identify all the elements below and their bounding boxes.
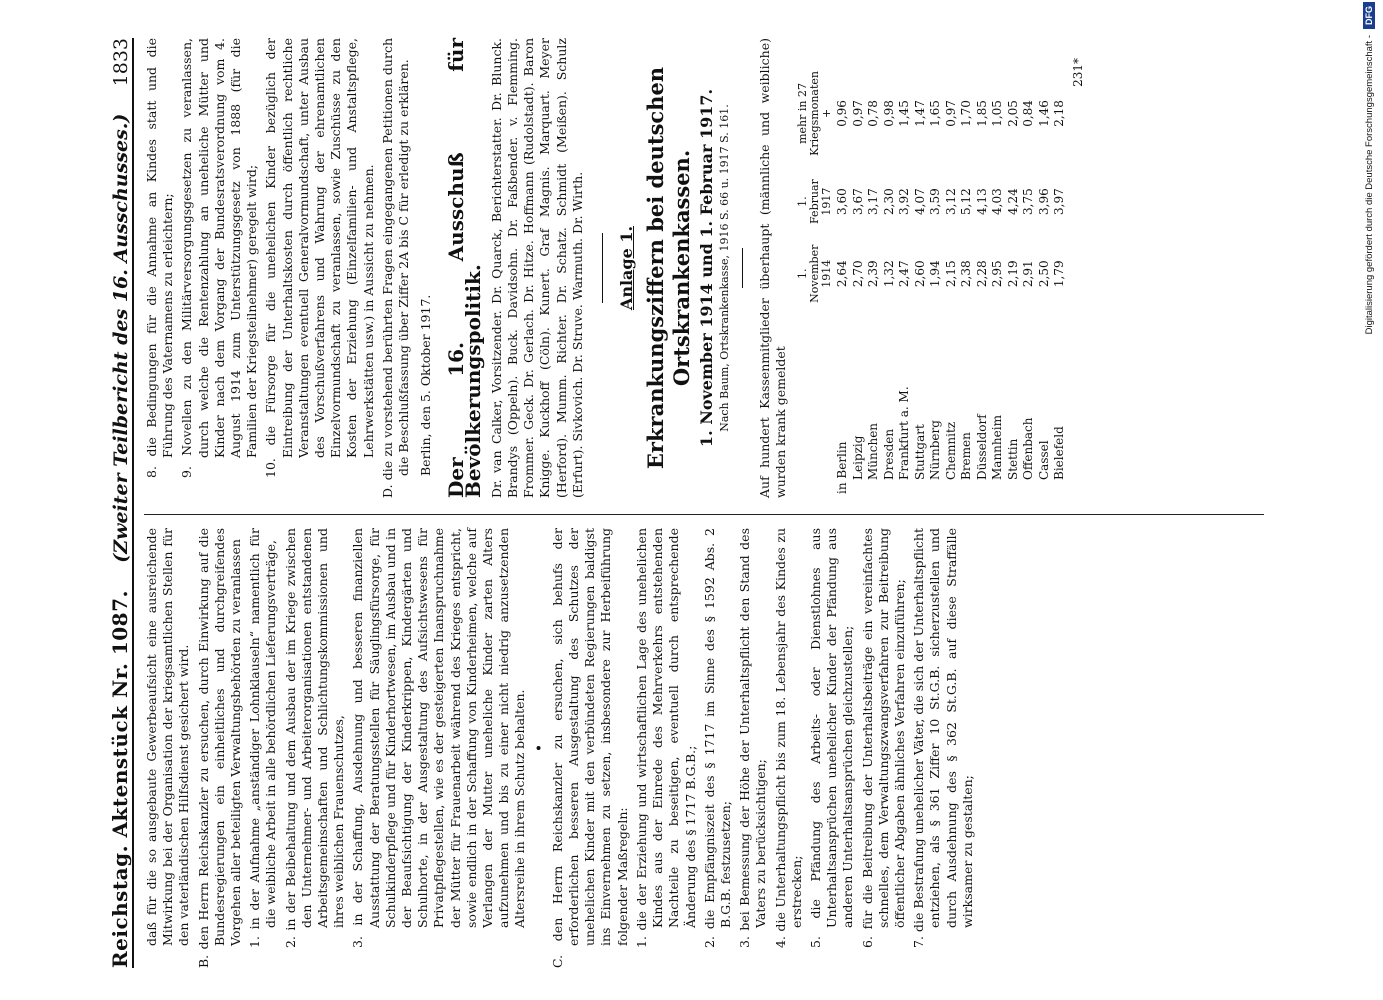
list-item-text: die Bedingungen für die Annahme an Kindes statt und die Führung des Vaternamens zu erleichtern;	[144, 38, 176, 458]
value-increase: 1,05	[990, 100, 1005, 127]
city-name: Mannheim	[990, 415, 1005, 480]
value-increase: 2,05	[1005, 100, 1020, 127]
value-increase: 0,78	[866, 100, 881, 127]
col-header-1917: 1. Februar 1917	[796, 179, 834, 224]
value-1917: 2,30	[881, 188, 896, 215]
section-c-text: den Herrn Reichskanzler zu ersuchen, sich behufs der erforderlichen besseren Ausgestaltung des Schutzes der unehelichen Kinder mit den verbündeten Regierungen baldigst ins Einvernehmen zu setzen, insbesondere zur Herbeiführung folgender Maßregeln:	[549, 528, 630, 946]
table-row	[897, 58, 913, 498]
value-1917: 3,67	[850, 188, 865, 215]
value-1914: 2,91	[1021, 260, 1036, 288]
header-document-ref: Reichstag. Aktenstück Nr. 1087.	[108, 590, 132, 968]
paragraph-a-continuation: daß für die so ausgebaute Gewerbeaufsicht eine ausreichende Mitwirkung bei der Organisation der kriegsamtlichen Stellen für den vaterländischen Hilfsdienst gesichert wird.	[144, 528, 192, 946]
right-column	[144, 38, 1086, 498]
committee-title: Der 16. Ausschuß für Bevölkerungspolitik.	[444, 38, 485, 498]
value-1917: 3,97	[1052, 188, 1067, 215]
page-number: 1833	[110, 38, 132, 87]
list-item-text: Novellen zu den Militärversorgungsgesetzen zu veranlassen, durch welche die Rentenzahlung an uneheliche Mütter und Kinder nach dem Vorgang der Bundesratsverordnung vom 4. August 1914 zum Unterstützungsgesetz von 1888 (für die Familien der Kriegsteilnehmer) geregelt wird;	[179, 38, 260, 458]
section-b-text: den Herrn Reichskanzler zu ersuchen, durch Einwirkung auf die Bundesregierungen ein einheitliches und durchgreifendes Vorgehen aller beteiligten Verwaltungsbehörden zu veranlassen	[195, 528, 244, 950]
header-report-title: (Zweiter Teilbericht des 16. Ausschusses.)	[110, 113, 132, 563]
city-name: Stettin	[1005, 438, 1020, 480]
list-item	[737, 528, 769, 968]
table-row	[835, 58, 851, 498]
value-increase: 1,47	[912, 100, 927, 127]
value-1914: 2,47	[897, 260, 912, 288]
value-1914: 1,32	[881, 260, 896, 288]
table-footnote: 231*	[1070, 58, 1085, 87]
city-name: Düsseldorf	[974, 414, 989, 480]
divider-rule	[602, 233, 603, 303]
plus-sign: +	[820, 108, 834, 119]
value-increase: 0,97	[850, 100, 865, 127]
table-row	[1052, 58, 1068, 498]
list-item-text: die Unterhaltungspflicht bis zum 18. Lebensjahr des Kindes zu erstrecken;	[772, 528, 804, 932]
col-header-1914: 1. November 1914	[796, 244, 834, 303]
table-row	[944, 58, 960, 498]
section-c	[550, 528, 631, 968]
col-header-diff-text: mehr in 27 Kriegsmonaten	[796, 70, 822, 156]
list-item	[860, 528, 909, 968]
city-name: Offenbach	[1021, 417, 1036, 480]
value-1914: 1,79	[1052, 260, 1067, 288]
section-c-label: C.	[549, 954, 565, 968]
annex-intro: Auf hundert Kassenmitglieder überhaupt (männliche und weibliche) wurden krank gemeldet	[756, 38, 788, 498]
list-item-text: für die Beitreibung der Unterhaltsbeiträge ein vereinfachtes schnelles, dem Verwaltungszwangsverfahren zur Beitreibung öffentlicher Abgaben ähnliches Verfahren einzuführen;	[859, 528, 907, 930]
list-item-number: 1.	[247, 936, 263, 948]
value-increase: 1,70	[959, 100, 974, 127]
separator-dot: •	[531, 743, 548, 753]
scanned-page	[80, 0, 1363, 988]
list-item-number: 6.	[859, 936, 875, 948]
list-item	[350, 528, 528, 968]
city-name: Bielefeld	[1052, 426, 1067, 480]
table-row	[975, 58, 991, 498]
table-row	[1021, 58, 1037, 498]
list-item-number: 3.	[350, 936, 366, 948]
city-name: Cassel	[1036, 440, 1051, 480]
list-item-number: 5.	[807, 936, 823, 948]
value-1917: 4,03	[990, 188, 1005, 215]
value-increase: 1,85	[974, 100, 989, 127]
list-item	[144, 38, 176, 498]
city-name: Dresden	[881, 428, 896, 480]
digitization-text: Digitalisierung gefördert durch die Deutsche Forschungsgemeinschaft -	[1363, 35, 1375, 335]
list-item-text: die der Erziehung und wirtschaftlichen Lage des unehelichen Kindes aus der Einrede des Mehrverkehrs entstehenden Nachteile zu beseitigen, eventuell durch entsprechende Änderung des § 1717 B.G.B.;	[633, 528, 698, 931]
value-1914: 2,70	[850, 260, 865, 288]
city-name: Bremen	[959, 432, 974, 480]
table-row	[866, 58, 882, 498]
list-item-text: die Bestrafung unehelicher Väter, die sich der Unterhaltspflicht entziehen, als § 361 Ziffer 10 St.G.B. sicherzustellen und durch Ausdehnung des § 362 St.G.B. auf diese Straffälle wirksamer zu gestalten;	[911, 528, 975, 933]
city-name: Nürnberg	[928, 420, 943, 480]
annex-source: Nach Baum, Ortskrankenkasse, 1916 S. 66 u. 1917 S. 161.	[718, 104, 732, 432]
table-row	[990, 58, 1006, 498]
list-item-number: 9.	[179, 466, 195, 478]
list-item	[702, 528, 734, 968]
list-item-number: 8.	[144, 466, 159, 478]
page-header	[80, 38, 134, 968]
list-item-number: 4.	[772, 936, 788, 948]
value-1914: 2,38	[959, 260, 974, 288]
table-row	[959, 58, 975, 498]
value-1917: 3,17	[866, 188, 881, 215]
annex-label: Anlage 1.	[617, 225, 637, 311]
value-increase: 2,18	[1052, 100, 1067, 127]
value-1914: 2,64	[835, 260, 850, 288]
row-prefix: in	[835, 482, 850, 494]
value-increase: 0,84	[1021, 100, 1036, 127]
value-increase: 1,65	[928, 100, 943, 127]
col-header-diff	[795, 58, 835, 169]
table-body	[835, 58, 1068, 498]
place-date: Berlin, den 5. Oktober 1917.	[418, 294, 434, 476]
sickness-rate-table	[795, 58, 1068, 498]
value-1917: 4,07	[912, 188, 927, 215]
annex-title: Erkrankungsziffern bei deutschen Ortskrankenkassen.	[643, 66, 695, 470]
list-item-text: die Pfändung des Arbeits- oder Dienstlohnes aus Unterhaltsansprüchen unehelicher Kinder der Pfändung aus anderen Unterhaltsansprüchen gleichzustellen;	[807, 528, 856, 928]
table-row	[913, 58, 929, 498]
value-1914: 2,50	[1036, 260, 1051, 288]
list-item-number: 7.	[911, 936, 927, 948]
section-d-label: D.	[379, 484, 395, 498]
city-name: München	[866, 422, 881, 480]
list-item-text: bei Bemessung der Höhe der Unterhaltspflicht den Stand des Vaters zu berücksichtigen;	[737, 528, 769, 931]
list-item	[283, 528, 348, 968]
value-1914: 2,28	[974, 260, 989, 288]
city-name: Berlin	[835, 441, 850, 479]
list-item-number: 2.	[701, 936, 717, 948]
list-item-number: 10.	[263, 458, 279, 478]
value-1914: 2,60	[912, 260, 927, 288]
list-item	[808, 528, 857, 968]
value-1917: 5,12	[959, 188, 974, 215]
value-increase: 0,96	[835, 100, 850, 127]
committee-members: Dr. van Calker, Vorsitzender. Dr. Quarck, Berichterstatter. Dr. Blunck. Brandys (Oppeln). Buck. Davidsohn. Dr. Faßbender. v. Flemming. Frommer. Geck. Dr. Gerlach. Dr. Hitze. Hoffmann (Rudolstadt). Baron Knigge. Kuckhoff (Cöln). Kunert. Graf Magnis. Marquart. Meyer (Herford). Mumm. Richter. Dr. Schatz. Schmidt (Meißen). Schulz (Erfurt). Sivkovich. Dr. Struve. Warmuth. Dr. Wirth.	[488, 38, 585, 498]
section-b	[196, 528, 245, 968]
list-item-text: die Fürsorge für die unehelichen Kinder bezüglich der Eintreibung der Unterhaltskosten durch öffentlich rechtliche Veranstaltungen eventuell Generalvormundschaft, unter Ausbau des Vorschußverfahrens und Wahrung der ehrenamtlichen Einzelvormundschaft zu veranlassen, sowie Zuschüsse zu den Kosten der Erziehung (Einzelfamilien- und Anstaltspflege, Lehrwerkstätten usw.) in Aussicht zu nehmen.	[263, 38, 376, 458]
list-item-text: in der Aufnahme „anständiger Lohnklauseln“ namentlich für die weibliche Arbeit in alle behördlichen Lieferungsverträge,	[247, 528, 279, 930]
table-row	[928, 58, 944, 498]
section-d-text: die zu vorstehend berührten Fragen eingegangenen Petitionen durch die Beschlußfassung über Ziffer 2A bis C für erledigt zu erklären.	[379, 37, 412, 481]
value-1917: 3,92	[897, 188, 912, 215]
value-increase: 0,98	[881, 100, 896, 127]
list-item	[179, 38, 260, 498]
list-item	[911, 528, 976, 968]
value-1914: 2,39	[866, 260, 881, 288]
city-name: Chemnitz	[943, 421, 958, 480]
value-1917: 3,59	[928, 188, 943, 215]
value-increase: 0,97	[943, 100, 958, 127]
section-c-items-continued	[144, 38, 377, 498]
city-name: Leipzig	[850, 435, 865, 480]
value-1917: 3,12	[943, 188, 958, 215]
table-row	[882, 58, 898, 498]
section-b-label: B.	[195, 954, 211, 968]
value-1914: 2,95	[990, 260, 1005, 288]
list-item	[634, 528, 699, 968]
column-divider	[144, 514, 1264, 515]
list-item-text: in der Schaffung, Ausdehnung und besseren finanziellen Ausstattung der Beratungsstellen für Säuglingsfürsorge, für Schulkinderpflege und für Kinderhortwesen, im Ausbau und in der Beaufsichtigung der Kinderkrippen, Kindergärten und Schulhorte, in der Ausgestaltung des Aufsichtswesens für Privatpflegestellen, wie es der gesteigerten Inanspruchnahme der Mütter für Frauenarbeit während des Krieges entspricht, sowie endlich in der Schaffung von Kinderheimen, welche auf Verlangen der Mutter uneheliche Kinder zarten Alters aufzunehmen und bis zu einer nicht niedrig anzusetzenden Altersreihe in ihrem Schutz behalten.	[350, 528, 528, 928]
table-row	[851, 58, 867, 498]
list-item	[773, 528, 805, 968]
list-item	[247, 528, 279, 968]
city-name: Stuttgart	[912, 424, 927, 480]
value-1917: 3,60	[835, 188, 850, 215]
section-d	[380, 38, 412, 498]
value-increase: 1,46	[1036, 100, 1051, 127]
table-header-row	[795, 58, 835, 498]
value-1914: 1,94	[928, 260, 943, 288]
list-item	[263, 38, 376, 498]
value-1917: 3,96	[1036, 188, 1051, 215]
list-item-text: die Empfängniszeit des § 1717 im Sinne des § 1592 Abs. 2 B.G.B. festzusetzen;	[701, 528, 733, 930]
city-name: Frankfurt a. M.	[897, 386, 912, 480]
list-item-number: 1.	[633, 936, 649, 948]
dfg-logo: DFG	[1363, 2, 1375, 29]
value-1917: 4,24	[1005, 188, 1020, 215]
section-c-items	[634, 528, 976, 968]
list-item-number: 3.	[737, 936, 753, 948]
divider-rule-short	[742, 248, 743, 288]
table-row	[1006, 58, 1022, 498]
list-item-number: 2.	[282, 936, 298, 948]
left-column	[144, 528, 979, 968]
value-1914: 2,15	[943, 260, 958, 288]
section-b-items	[247, 528, 528, 968]
value-1914: 2,19	[1005, 260, 1020, 288]
value-increase: 1,45	[897, 100, 912, 127]
table-row	[1037, 58, 1053, 498]
list-item-text: in der Beibehaltung und dem Ausbau der im Kriege zwischen den Unternehmer- und Arbeiterorganisationen entstandenen Arbeitsgemeinschaften und Schlichtungskommissionen und ihres weiblichen Frauenschutzes,	[282, 528, 347, 931]
value-1917: 4,13	[974, 188, 989, 215]
annex-dates: 1. November 1914 und 1. Februar 1917.	[697, 88, 717, 448]
value-1917: 3,75	[1021, 188, 1036, 215]
